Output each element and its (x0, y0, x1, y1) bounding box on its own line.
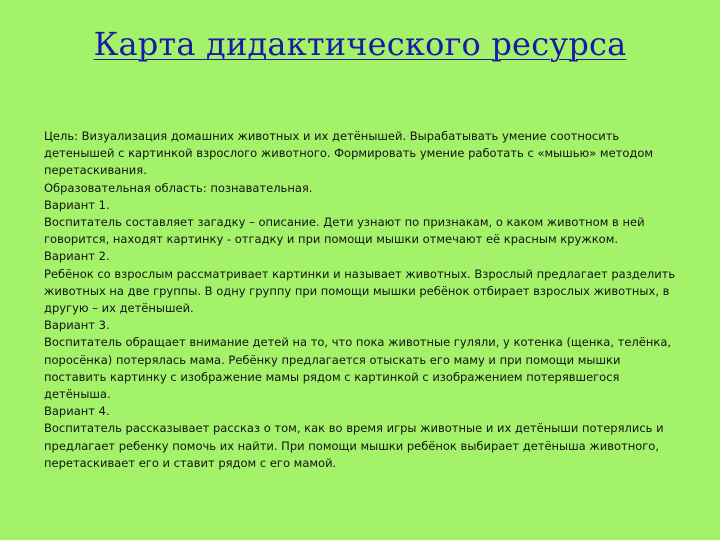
body-line: детёныша. (44, 387, 111, 402)
body-line: говорится, находят картинку - отгадку и при помощи мышки отмечают её красным кружком. (44, 232, 619, 247)
body-line: Вариант 2. (44, 249, 110, 264)
slide-title: Карта дидактического ресурса (93, 25, 627, 63)
body-line: Цель: Визуализация домашних животных и их детёнышей. Вырабатывать умение соотносить (44, 129, 620, 143)
body-line: перетаскивает его и ставит рядом с его мамой. (44, 455, 337, 470)
slide-body (44, 128, 680, 472)
body-line: Воспитатель обращает внимание детей на то, что пока животные гуляли, у котенка (щенка, телёнка, (44, 335, 672, 350)
body-line: Вариант 3. (44, 318, 110, 333)
body-line: детенышей с картинкой взрослого животного. Формировать умение работать с «мышью» методом (44, 146, 654, 161)
body-line: поставить картинку с изображение мамы рядом с картинкой с изображением потерявшегося (44, 369, 620, 384)
body-line: Образовательная область: познавательная. (44, 180, 313, 195)
body-line: Воспитатель рассказывает рассказ о том, как во время игры животные и их детёныши потерялись и (44, 421, 664, 436)
body-line: Ребёнок со взрослым рассматривает картинки и называет животных. Взрослый предлагает разделить (44, 266, 676, 281)
body-line: поросёнка) потерялась мама. Ребёнку предлагается отыскать его маму и при помощи мышки (44, 352, 621, 367)
body-line: Вариант 4. (44, 404, 110, 419)
body-line: предлагает ребенку помочь их найти. При помощи мышки ребёнок выбирает детёныша животного, (44, 438, 659, 453)
body-line: перетаскивания. (44, 163, 147, 178)
body-line: Воспитатель составляет загадку – описание. Дети узнают по признакам, о каком животном в ней (44, 215, 645, 230)
body-line: Вариант 1. (44, 197, 110, 212)
body-line: другую – их детёнышей. (44, 301, 194, 316)
body-line: животных на две группы. В одну группу при помощи мышки ребёнок отбирает взрослых животных, в (44, 283, 670, 298)
